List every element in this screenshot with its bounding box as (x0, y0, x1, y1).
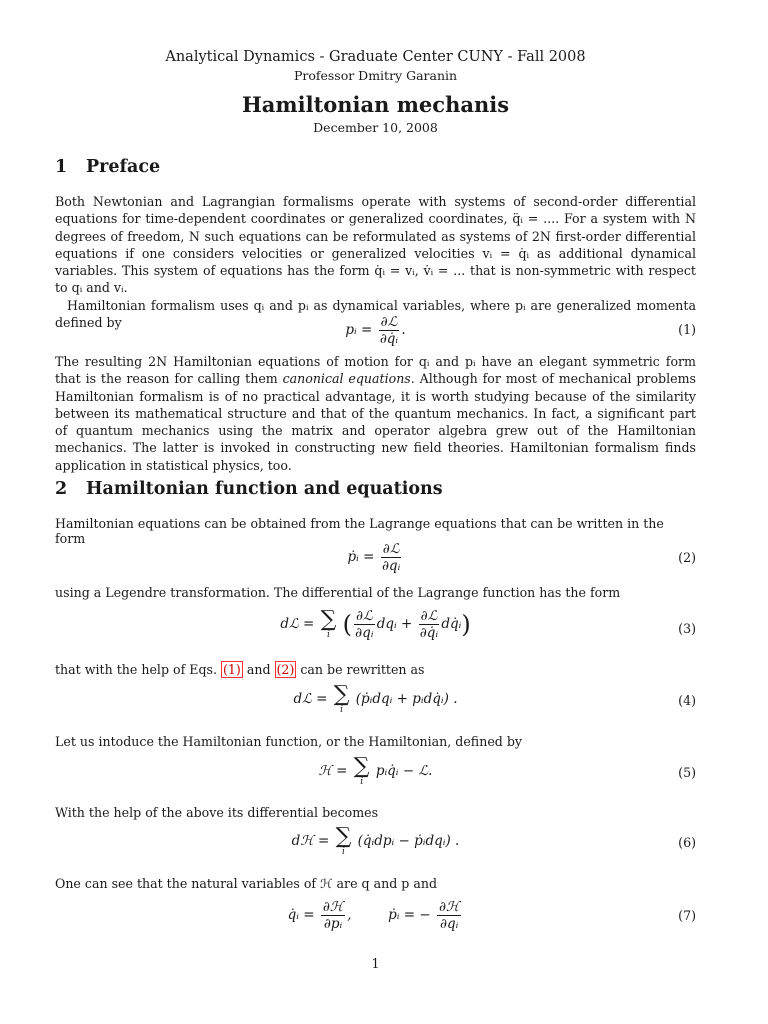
section-number: 1 (55, 157, 68, 177)
paper-page (55, 0, 696, 1024)
paper-date: December 10, 2008 (313, 120, 438, 135)
equation-1 (55, 314, 696, 358)
section-heading-hamiltonian (55, 479, 443, 499)
eq3-number: (3) (678, 621, 696, 636)
course-header: Analytical Dynamics - Graduate Center CUNY - Fall 2008 (165, 49, 586, 65)
eq3-num-2: ∂ℒ (420, 608, 438, 624)
eq1-denominator: ∂q̇ᵢ (379, 331, 399, 347)
sum-index: i (360, 777, 364, 787)
eq-link-2[interactable]: (2) (276, 662, 295, 677)
eq6-lhs: dℋ = (291, 833, 330, 849)
eq3-fraction-1 (354, 608, 375, 641)
eq3-end: dq̇ᵢ (441, 616, 462, 632)
eq4-number: (4) (678, 693, 696, 708)
section-title: Preface (86, 157, 161, 177)
eq7-den-1: ∂pᵢ (323, 916, 343, 932)
eq7-lhs-1: q̇ᵢ = (287, 907, 315, 923)
eq1-lhs: pᵢ = (345, 322, 373, 338)
eq7-fraction-1 (321, 899, 345, 932)
eq7-comma: , (347, 907, 352, 923)
preface-paragraph-1 (55, 193, 696, 331)
eq4-lhs: dℒ = (293, 691, 328, 707)
equation-6 (55, 826, 696, 870)
text-3b: can be rewritten as (296, 662, 425, 677)
sum-index: i (340, 705, 344, 715)
equation-3: dℒ = ∑ i ( $\frac{\text{∂ℒ}}{\text{∂qᵢ}}$ dqᵢ + $\frac{\text{∂ℒ}}{\text{∂q̇ᵢ}}$ dq̇ᵢ) (3) (280, 607, 696, 641)
eq1-tail: . (401, 322, 406, 338)
eq5-number: (5) (678, 765, 696, 780)
eq7-number: (7) (678, 908, 696, 923)
summation-symbol: ∑ i (353, 754, 370, 787)
professor-name: Professor Dmitry Garanin (293, 68, 458, 83)
summation-symbol: ∑ i (320, 607, 337, 640)
equation-4 (55, 684, 696, 728)
eq7-lhs-2: ṗᵢ = − (388, 907, 431, 923)
eq3-den-1: ∂qᵢ (355, 625, 374, 641)
page-number: 1 (371, 956, 380, 971)
eq6-body: (q̇ᵢdpᵢ − ṗᵢdqᵢ) . (357, 833, 460, 849)
eq-link-1[interactable]: (1) (222, 662, 241, 677)
section-heading-preface (55, 157, 160, 177)
eq2-denominator: ∂qᵢ (381, 558, 401, 574)
eq3-den-2: ∂q̇ᵢ (419, 625, 439, 641)
eq2-number: (2) (678, 550, 696, 565)
equation-5 (55, 756, 696, 800)
eq5-body: pᵢq̇ᵢ − ℒ. (375, 763, 433, 779)
section2-text-5: With the help of the above its differential becomes (55, 805, 379, 820)
eq1-fraction (379, 314, 400, 347)
equation-7 (55, 899, 696, 943)
preface-text-3a: The resulting 2N Hamiltonian equations of motion for qᵢ and pᵢ have an elegant symmetric form that is the reason for calling them (55, 354, 696, 387)
eq2-fraction (381, 541, 402, 574)
paper-title: Hamiltonian mechanis (241, 92, 510, 117)
text-3a: that with the help of Eqs. (55, 662, 221, 677)
eq2-numerator: ∂ℒ (382, 541, 400, 557)
summation-symbol: ∑ i (335, 824, 352, 857)
eq7-num-1: ∂ℋ (322, 899, 344, 915)
text-and: and (242, 662, 275, 677)
section-number: 2 (55, 479, 68, 499)
preface-text-1: Both Newtonian and Lagrangian formalisms operate with systems of second-order differential equations for time-dependent coordinates or generalized coordinates, q̈ᵢ = .... For a system with N degrees of freedom, N such equations can be reformulated as systems of 2N first-order differential equations if one considers velocities or generalized velocities vᵢ = q̇ᵢ as additional dynamical variables. This system of equations has the form q̇ᵢ = vᵢ, v̇ᵢ = ... that is non-symmetric with respect to qᵢ and vᵢ. (55, 194, 696, 296)
eq3-middle: dqᵢ + (376, 616, 413, 632)
preface-text-2: Hamiltonian formalism uses qᵢ and pᵢ as dynamical variables, where pᵢ are generalized momenta defined by (55, 297, 696, 331)
eq2-lhs: ṗᵢ = (347, 549, 375, 565)
section2-text-2: using a Legendre transformation. The differential of the Lagrange function has the form (55, 585, 621, 600)
preface-text-3b: . Although for most of mechanical problems Hamiltonian formalism is of no practical advantage, it is worth studying because of the similarity between its mathematical structure and that of the quantum mechanics. In fact, a significant part of quantum mechanics using the matrix and operator algebra grew out of the Hamiltonian mechanics. The latter is invoked in constructing new field theories. Hamiltonian formalism finds application in statistical physics, too. (55, 371, 696, 473)
sum-index: i (326, 630, 330, 640)
eq1-numerator: ∂ℒ (380, 314, 398, 330)
eq7-fraction-2 (437, 899, 461, 932)
eq4-body: (ṗᵢdqᵢ + pᵢdq̇ᵢ) . (355, 691, 458, 707)
eq7-den-2: ∂qᵢ (440, 916, 459, 932)
eq5-lhs: ℋ = (318, 763, 348, 779)
eq3-num-1: ∂ℒ (355, 608, 373, 624)
section-title: Hamiltonian function and equations (86, 479, 443, 499)
preface-paragraph-3 (55, 353, 696, 474)
eq6-number: (6) (678, 835, 696, 850)
canonical-equations-term: canonical equations (282, 371, 411, 387)
section2-text-1: Hamiltonian equations can be obtained from the Lagrange equations that can be written in the form (55, 516, 664, 546)
section2-text-4: Let us intoduce the Hamiltonian function, or the Hamiltonian, defined by (55, 734, 523, 749)
equation-2 (55, 541, 696, 585)
sum-index: i (341, 847, 345, 857)
eq7-num-2: ∂ℋ (439, 899, 460, 915)
section2-text-6: One can see that the natural variables of ℋ are q and p and (55, 876, 438, 891)
summation-symbol: ∑ i (333, 682, 350, 715)
eq3-lhs: dℒ = (280, 616, 315, 632)
eq3-fraction-2 (419, 608, 440, 641)
eq1-number: (1) (678, 322, 696, 337)
section2-text-3 (55, 662, 425, 677)
